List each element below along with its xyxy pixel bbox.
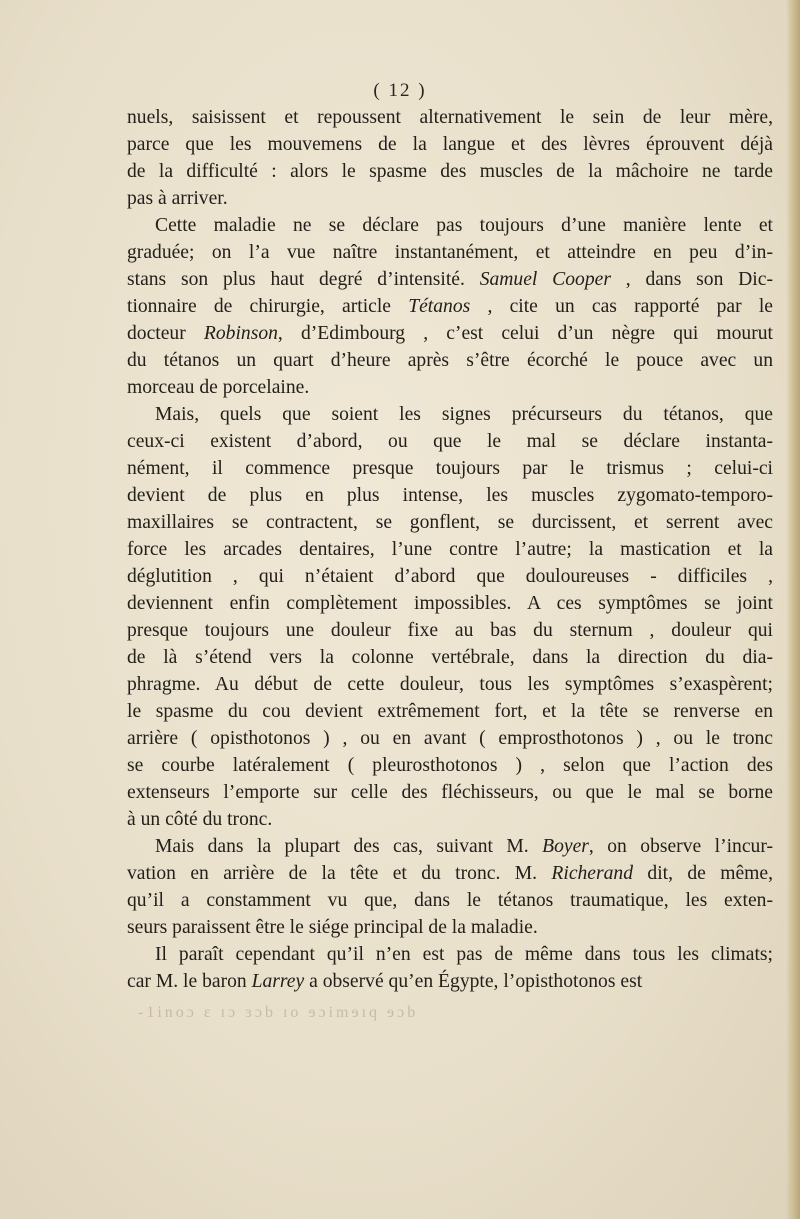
italic-name: Robinson xyxy=(203,323,278,344)
text-segment: tionnaire de chirurgie, article xyxy=(127,296,409,317)
text-segment: nément, il commence presque toujours par le trismus ; celui-ci xyxy=(127,458,773,479)
text-line xyxy=(127,590,773,617)
text-line xyxy=(127,401,773,428)
text-segment: pas à arriver. xyxy=(127,188,228,209)
text-line xyxy=(127,266,773,293)
text-segment: se courbe latéralement ( pleurosthotonos ) , selon que l’action des xyxy=(127,755,773,776)
text-segment: de là s’étend vers la colonne vertébrale, dans la direction du dia- xyxy=(127,647,773,668)
body-text xyxy=(127,104,773,995)
text-segment: ceux-ci existent d’abord, ou que le mal se déclare instanta- xyxy=(127,431,773,452)
text-line xyxy=(127,347,773,374)
text-segment: déglutition , qui n’étaient d’abord que douloureuses - difficiles , xyxy=(127,566,773,587)
text-segment: , on observe l’incur- xyxy=(588,836,773,857)
text-segment: maxillaires se contractent, se gonflent, se durcissent, et serrent avec xyxy=(127,512,773,533)
text-line xyxy=(127,887,773,914)
text-segment: du tétanos un quart d’heure après s’être écorché le pouce avec un xyxy=(127,350,773,371)
text-line xyxy=(127,806,773,833)
text-line xyxy=(127,860,773,887)
text-line xyxy=(127,158,773,185)
text-line xyxy=(127,536,773,563)
italic-name: Larrey xyxy=(251,971,305,992)
text-line xyxy=(127,563,773,590)
text-segment: vation en arrière de la tête et du tronc. M. xyxy=(127,863,552,884)
text-segment: phragme. Au début de cette douleur, tous les symptômes s’exaspèrent; xyxy=(127,674,773,695)
text-line xyxy=(127,752,773,779)
text-segment: graduée; on l’a vue naître instantanément, et atteindre en peu d’in- xyxy=(127,242,773,263)
text-segment: Cette maladie ne se déclare pas toujours d’une manière lente et xyxy=(155,215,773,236)
text-segment: arrière ( opisthotonos ) , ou en avant ( emprosthotonos ) , ou le tronc xyxy=(127,728,773,749)
italic-name: Samuel Cooper xyxy=(479,269,611,290)
text-segment: , cite un cas rapporté par le xyxy=(470,296,773,317)
text-line xyxy=(127,374,773,401)
text-segment: deviennent enfin complètement impossibles. A ces symptômes se joint xyxy=(127,593,773,614)
text-segment: Il paraît cependant qu’il n’en est pas de même dans tous les climats; xyxy=(155,944,773,965)
text-line xyxy=(127,725,773,752)
text-line xyxy=(127,131,773,158)
text-segment: presque toujours une douleur fixe au bas du sternum , douleur qui xyxy=(127,620,773,641)
text-segment: devient de plus en plus intense, les muscles zygomato-temporo- xyxy=(127,485,773,506)
page-number: ( 12 ) xyxy=(373,80,427,101)
text-line xyxy=(127,185,773,212)
text-segment: Mais, quels que soient les signes précurseurs du tétanos, que xyxy=(155,404,773,425)
text-segment: , dans son Dic- xyxy=(610,269,773,290)
text-line xyxy=(127,914,773,941)
text-segment: Mais dans la plupart des cas, suivant M. xyxy=(155,836,543,857)
text-segment: stans son plus haut degré d’intensité. xyxy=(127,269,480,290)
text-line xyxy=(127,671,773,698)
text-segment: morceau de porcelaine. xyxy=(127,377,310,398)
italic-name: Tétanos xyxy=(408,296,471,317)
text-segment: extenseurs l’emporte sur celle des fléchisseurs, ou que le mal se borne xyxy=(127,782,773,803)
text-line xyxy=(127,833,773,860)
text-line xyxy=(127,239,773,266)
text-line xyxy=(127,455,773,482)
italic-name: Boyer xyxy=(542,836,589,857)
text-segment: seurs paraissent être le siége principal de la maladie. xyxy=(127,917,538,938)
text-segment: dit, de même, xyxy=(633,863,773,884)
text-line xyxy=(127,212,773,239)
text-segment: force les arcades dentaires, l’une contre l’autre; la mastication et la xyxy=(127,539,773,560)
text-segment: a observé qu’en Égypte, l’opisthotonos est xyxy=(304,971,643,992)
text-line xyxy=(127,941,773,968)
text-segment: à un côté du tronc. xyxy=(127,809,273,830)
text-line xyxy=(127,617,773,644)
text-line xyxy=(127,698,773,725)
text-segment: le spasme du cou devient extrêmement fort, et la tête se renverse en xyxy=(127,701,773,722)
text-segment: , d’Edimbourg , c’est celui d’un nègre qui mourut xyxy=(277,323,773,344)
text-line xyxy=(127,968,773,995)
text-line xyxy=(127,644,773,671)
italic-name: Richerand xyxy=(551,863,634,884)
text-line xyxy=(127,428,773,455)
text-segment: qu’il a constamment vu que, dans le tétanos traumatique, les exten- xyxy=(127,890,773,911)
bleed-through-text: -1inoɔ ɛ ɪɔ ɜɔb ɪo ɘɔimɘɪq ɘɔb xyxy=(138,1004,419,1021)
text-segment: parce que les mouvemens de la langue et des lèvres éprouvent déjà xyxy=(127,134,773,155)
text-segment: car M. le baron xyxy=(127,971,252,992)
text-line xyxy=(127,104,773,131)
text-line xyxy=(127,482,773,509)
text-segment: docteur xyxy=(127,323,204,344)
text-line xyxy=(127,509,773,536)
text-line xyxy=(127,779,773,806)
text-line xyxy=(127,293,773,320)
text-line xyxy=(127,320,773,347)
text-segment: nuels, saisissent et repoussent alternativement le sein de leur mère, xyxy=(127,107,773,128)
text-segment: de la difficulté : alors le spasme des muscles de la mâchoire ne tarde xyxy=(127,161,773,182)
